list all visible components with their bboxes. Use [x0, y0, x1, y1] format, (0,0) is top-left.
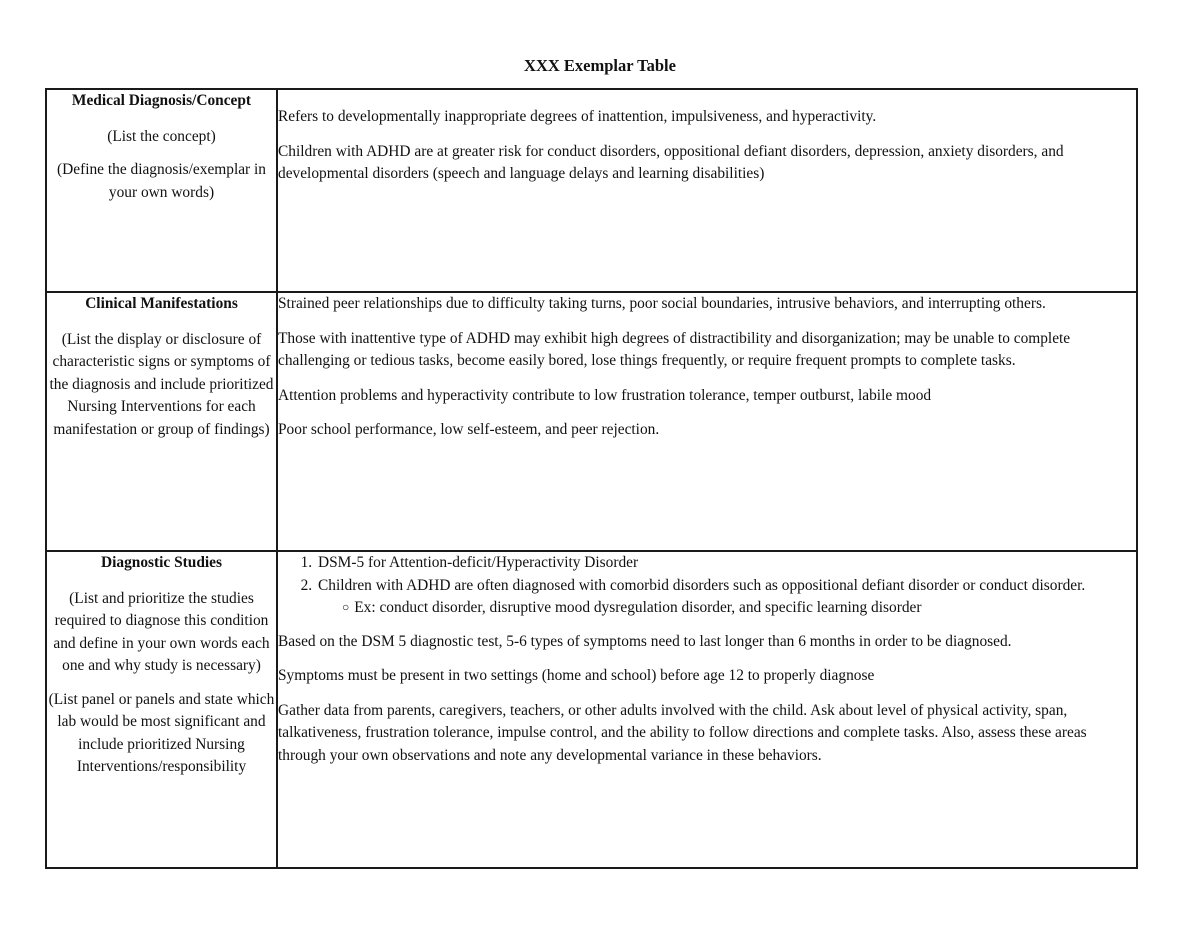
row-instruction: (List and prioritize the studies required to diagnose this condition and define in your own words each one and why study is necessary) [53, 589, 270, 674]
sub-list-item: ○ Ex: conduct disorder, disruptive mood dysregulation disorder, and specific learning disorder [340, 597, 1136, 620]
diagnostic-studies-list [278, 552, 1136, 620]
concept-label-cell [46, 292, 277, 551]
content-paragraph: Symptoms must be present in two settings (home and school) before age 12 to properly diagnose [278, 667, 875, 684]
content-paragraph: Gather data from parents, caregivers, teachers, or other adults involved with the child. Ask about level of physical activity, span, talkativeness, frustration tolerance, impulse control, and the ability to follow directions and complete tasks. Also, assess these areas through your own observations and note any developmental variance in these behaviors. [278, 701, 1087, 764]
row-instruction: (List the concept) [107, 127, 216, 145]
content-paragraph: Strained peer relationships due to difficulty taking turns, poor social boundaries, intrusive behaviors, and interrupting others. [278, 295, 1046, 312]
concept-label-cell [46, 551, 277, 868]
list-item [316, 575, 1136, 620]
concept-label-cell [46, 89, 277, 292]
sub-list [318, 597, 1136, 620]
content-paragraph: Based on the DSM 5 diagnostic test, 5-6 types of symptoms need to last longer than 6 months in order to be diagnosed. [278, 632, 1012, 650]
table-row-clinical-manifestations [46, 292, 1137, 551]
document-title: XXX Exemplar Table [524, 56, 676, 75]
concept-content-cell [277, 89, 1137, 292]
content-paragraph: Children with ADHD are at greater risk for conduct disorders, oppositional defiant disorders, depression, anxiety disorders, and developmental disorders (speech and language delays and learning disabilities) [278, 142, 1064, 182]
content-paragraph: Poor school performance, low self-esteem, and peer rejection. [278, 421, 660, 438]
row-heading: Clinical Manifestations [85, 295, 238, 312]
concept-content-cell [277, 551, 1137, 868]
table-row-medical-diagnosis [46, 89, 1137, 292]
table-row-diagnostic-studies [46, 551, 1137, 868]
row-heading: Diagnostic Studies [100, 554, 222, 571]
list-item [316, 552, 1136, 575]
content-paragraph: Refers to developmentally inappropriate degrees of inattention, impulsiveness, and hyperactivity. [278, 108, 877, 125]
list-item-text: DSM-5 for Attention-deficit/Hyperactivity Disorder [318, 554, 639, 571]
row-instruction: (Define the diagnosis/exemplar in your own words) [57, 161, 266, 201]
row-instruction: (List the display or disclosure of characteristic signs or symptoms of the diagnosis and include prioritized Nursing Interventions for each manifestation or group of findings) [49, 330, 274, 438]
list-item-text: Children with ADHD are often diagnosed with comorbid disorders such as oppositional defiant disorder or conduct disorder. [318, 576, 1086, 594]
content-paragraph: Attention problems and hyperactivity contribute to low frustration tolerance, temper outburst, labile mood [278, 386, 932, 404]
concept-content-cell [277, 292, 1137, 551]
exemplar-table [45, 88, 1138, 869]
row-instruction: (List panel or panels and state which lab would be most significant and include prioritized Nursing Interventions/responsibility [48, 690, 275, 775]
content-paragraph: Those with inattentive type of ADHD may exhibit high degrees of distractibility and disorganization; may be unable to complete challenging or tedious tasks, become easily bored, lose things frequently, or require frequent prompts to complete tasks. [278, 329, 1071, 369]
row-heading: Medical Diagnosis/Concept [71, 92, 252, 109]
